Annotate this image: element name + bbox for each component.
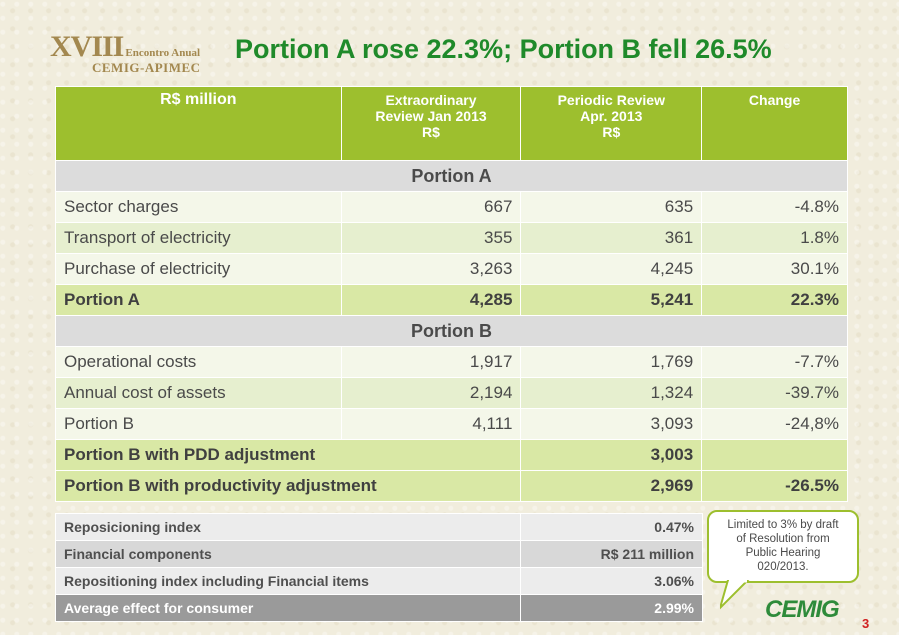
row-change: -24,8% bbox=[702, 409, 848, 440]
header-change: Change bbox=[702, 87, 848, 161]
header-periodic-line3: R$ bbox=[602, 124, 621, 140]
row-change: 1.8% bbox=[702, 223, 848, 254]
row-change: -7.7% bbox=[702, 347, 848, 378]
footer-value: 0.47% bbox=[521, 514, 703, 541]
event-logo-org: CEMIG-APIMEC bbox=[92, 60, 201, 75]
footer-value: R$ 211 million bbox=[521, 541, 703, 568]
header-extraordinary-review bbox=[341, 87, 521, 161]
section-label-portion-b: Portion B bbox=[56, 316, 848, 347]
footer-row bbox=[56, 568, 703, 595]
row-label: Portion B with productivity adjustment bbox=[56, 471, 521, 502]
row-value-periodic: 2,969 bbox=[521, 471, 702, 502]
row-value-extraordinary: 2,194 bbox=[341, 378, 521, 409]
table-row bbox=[56, 254, 848, 285]
row-value-extraordinary: 4,111 bbox=[341, 409, 521, 440]
row-label: Portion B bbox=[56, 409, 342, 440]
row-label: Portion A bbox=[56, 285, 342, 316]
header-periodic-line2: Apr. 2013 bbox=[580, 108, 643, 124]
table-header-row bbox=[56, 87, 848, 161]
header-extraordinary-line2: Review Jan 2013 bbox=[375, 108, 487, 124]
row-change bbox=[702, 440, 848, 471]
section-label-portion-a: Portion A bbox=[56, 161, 848, 192]
section-row-portion-a bbox=[56, 161, 848, 192]
row-value-extraordinary: 1,917 bbox=[341, 347, 521, 378]
row-value-periodic: 361 bbox=[521, 223, 702, 254]
table-row bbox=[56, 378, 848, 409]
row-value-extraordinary: 4,285 bbox=[341, 285, 521, 316]
footer-label: Average effect for consumer bbox=[56, 595, 521, 622]
row-label: Operational costs bbox=[56, 347, 342, 378]
table-row bbox=[56, 192, 848, 223]
row-change: -4.8% bbox=[702, 192, 848, 223]
productivity-adjustment-row bbox=[56, 471, 848, 502]
row-value-periodic: 635 bbox=[521, 192, 702, 223]
row-value-periodic: 3,003 bbox=[521, 440, 702, 471]
row-label: Sector charges bbox=[56, 192, 342, 223]
event-logo bbox=[50, 30, 201, 76]
callout-line: Limited to 3% by draft bbox=[727, 519, 839, 531]
row-value-periodic: 1,769 bbox=[521, 347, 702, 378]
table-row bbox=[56, 409, 848, 440]
footer-value: 3.06% bbox=[521, 568, 703, 595]
callout-line: 020/2013. bbox=[757, 561, 809, 573]
callout-note bbox=[707, 510, 859, 583]
portion-table bbox=[55, 86, 848, 502]
footer-label: Reposicioning index bbox=[56, 514, 521, 541]
slide-title: Portion A rose 22.3%; Portion B fell 26.5% bbox=[235, 34, 772, 64]
event-logo-encontro: Encontro Anual bbox=[125, 47, 201, 59]
row-value-extraordinary: 3,263 bbox=[341, 254, 521, 285]
row-value-periodic: 3,093 bbox=[521, 409, 702, 440]
header-rs-million: R$ million bbox=[56, 87, 342, 161]
cemig-logo: CEMIG bbox=[765, 596, 839, 623]
callout-line: Public Hearing bbox=[745, 547, 821, 559]
footer-row bbox=[56, 541, 703, 568]
row-value-extraordinary: 667 bbox=[341, 192, 521, 223]
repositioning-table bbox=[55, 513, 703, 622]
header-extraordinary-line3: R$ bbox=[422, 124, 440, 140]
header-periodic-review bbox=[521, 87, 702, 161]
row-label: Annual cost of assets bbox=[56, 378, 342, 409]
header-periodic-line1: Periodic Review bbox=[557, 92, 665, 108]
callout-line: of Resolution from bbox=[736, 533, 830, 545]
table-row bbox=[56, 223, 848, 254]
footer-row bbox=[56, 514, 703, 541]
table-row bbox=[56, 347, 848, 378]
header-extraordinary-line1: Extraordinary bbox=[385, 92, 477, 108]
section-row-portion-b bbox=[56, 316, 848, 347]
row-change: -39.7% bbox=[702, 378, 848, 409]
row-value-periodic: 1,324 bbox=[521, 378, 702, 409]
row-value-periodic: 4,245 bbox=[521, 254, 702, 285]
footer-label: Repositioning index including Financial items bbox=[56, 568, 521, 595]
row-change: 30.1% bbox=[702, 254, 848, 285]
row-label: Portion B with PDD adjustment bbox=[56, 440, 521, 471]
pdd-adjustment-row bbox=[56, 440, 848, 471]
row-change: 22.3% bbox=[702, 285, 848, 316]
event-logo-roman: XVIII bbox=[50, 30, 124, 63]
row-label: Purchase of electricity bbox=[56, 254, 342, 285]
row-value-periodic: 5,241 bbox=[521, 285, 702, 316]
footer-value: 2.99% bbox=[521, 595, 703, 622]
page-number: 3 bbox=[862, 616, 870, 631]
callout-tail bbox=[720, 580, 760, 610]
row-value-extraordinary: 355 bbox=[341, 223, 521, 254]
row-label: Transport of electricity bbox=[56, 223, 342, 254]
row-change: -26.5% bbox=[702, 471, 848, 502]
total-row-portion-a bbox=[56, 285, 848, 316]
footer-row bbox=[56, 595, 703, 622]
footer-label: Financial components bbox=[56, 541, 521, 568]
